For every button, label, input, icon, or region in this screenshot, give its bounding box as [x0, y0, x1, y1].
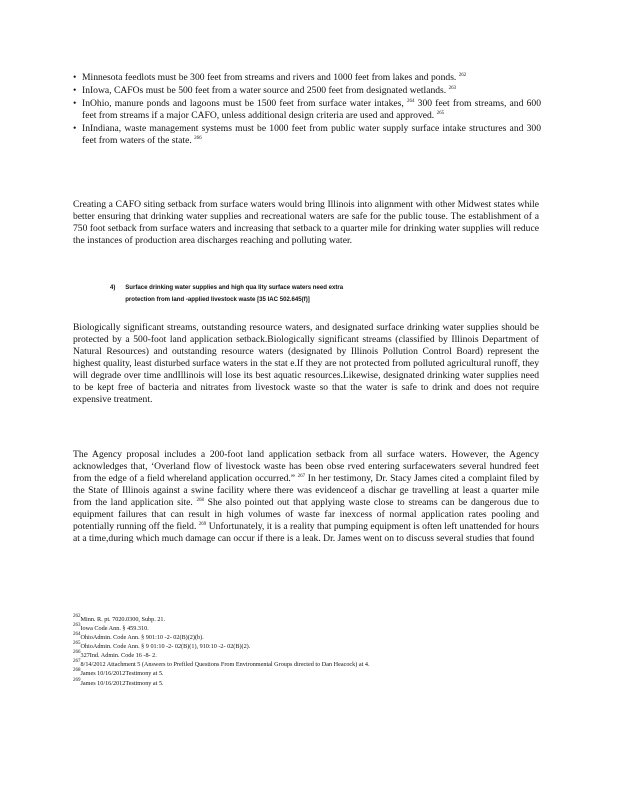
- bullet-dot: •: [73, 123, 77, 134]
- section-number: 4): [110, 284, 116, 291]
- footnote-262: $^{262}$Minn. R. pt. 7020.0300, Subp. 21.: [73, 614, 166, 623]
- footnote-268: $^{268}$James 10/16/2012Testimony at 5.: [73, 668, 164, 678]
- footnote-ref: 269: [198, 522, 207, 527]
- footnote-267: $^{267}$8/14/2012 Attachment 5 (Answers to Prefiled Questions From Environmental Groups directed to Dan Heacock) at 4.: [73, 659, 370, 669]
- footnote-264: $^{264}$OhioAdmin. Code Ann. § 901:10 -2- 02(B)(2)(b).: [73, 632, 204, 642]
- footnote-ref: 265: [436, 111, 445, 116]
- footnote-266: $^{266}$327Ind. Admin. Code 16 -8- 2.: [73, 650, 157, 660]
- bullet-ohio: • InOhio, manure ponds and lagoons must be 1500 feet from surface water intakes, $^{264}$ 300 feet from streams, and 600 feet from streams if a major CAFO, unless additional design criteria are used and approved. $^{265}$: [73, 98, 541, 121]
- bullet-minnesota: • Minnesota feedlots must be 300 feet from streams and rivers and 1000 feet from lakes and ponds. $^{262}$: [73, 72, 467, 83]
- heading-line-1: Surface drinking water supplies and high qua lity surface waters need extra: [125, 284, 344, 291]
- footnote-ref: 266: [194, 136, 202, 141]
- footnote-263: $^{263}$Iowa Code Ann. § 459.310.: [73, 623, 149, 633]
- footnote-ref: 268: [196, 498, 204, 503]
- paragraph-agency-proposal: The Agency proposal includes a 200-foot land application setback from all surface waters. However, the Agency acknowledges that, ‘Overland flow of livestock waste has been obse rved entering surfacewaters several hundred feet from the edge of a field whereland application occurred.” $^{267}$ In her testimony, Dr. Stacy James cited a complaint filed by the State of Illinois against a swine facility where there was evidenceof a dischar ge travelling at least a quarter mile from the land application site. $^{268}$ She also pointed out that applying waste close to streams can be dangerous due to equipment failures that can result in high volumes of waste far inexcess of normal application rates pooling and potentially running off the field. $^{269}$ Unfortunately, it is a reality that pumping equipment is often left unattended for hours at a time,during which much damage can occur if there is a leak. Dr. James went on to discuss several studies that found: [73, 449, 539, 544]
- bullet-dot: •: [73, 98, 77, 109]
- footnote-269: $^{269}$James 10/16/2012Testimony at 5.: [73, 677, 164, 687]
- bullet-dot: •: [73, 72, 77, 83]
- paragraph-setback-alignment: Creating a CAFO siting setback from surface waters would bring Illinois into alignment with other Midwest states while better ensuring that drinking water supplies and recreational waters are safe for the public touse. The establishment of a 750 foot setback from surface waters and increasing that setback to a quarter mile for drinking water supplies will reduce the instances of production area discharges reaching and polluting water.: [73, 199, 539, 246]
- footnote-ref: 262: [458, 73, 467, 78]
- bullet-dot: •: [73, 85, 77, 96]
- heading-line-2: protection from land -applied livestock waste [35 IAC 502.645(f)]: [125, 296, 310, 303]
- section-heading: [110, 282, 490, 306]
- bullet-iowa: • InIowa, CAFOs must be 500 feet from a water source and 2500 feet from designated wetlands. $^{263}$: [73, 85, 457, 96]
- footnote-ref: 263: [448, 86, 457, 91]
- bullet-indiana: • InIndiana, waste management systems must be 1000 feet from public water supply surface intake structures and 300 feet from waters of the state. $^{266}$: [73, 123, 541, 146]
- paragraph-biologically-significant: Biologically significant streams, outstanding resource waters, and designated surface drinking water supplies should be protected by a 500-foot land application setback.Biologically significant streams (classified by Illinois Department of Natural Resources) and outstanding resource waters (designated by Illinois Pollution Control Board) represent the highest quality, least disturbed surface waters in the stat e.If they are not protected from polluted agricultural runoff, they will degrade over time andIllinois will lose its best aquatic resources.Likewise, designated drinking water supplies need to be kept free of bacteria and nitrates from livestock waste so that the water is safe to drink and does not require expensive treatment.: [73, 322, 539, 405]
- footnote-ref: 264: [406, 99, 415, 104]
- footnote-ref: 267: [297, 474, 306, 479]
- setback-bullet-list: [73, 72, 541, 148]
- footnote-265: $^{265}$OhioAdmin. Code Ann. § 9 01:10 -2- 02(B)(1), 910:10 -2- 02(B)(2).: [73, 641, 251, 651]
- footnote-list: [73, 615, 539, 688]
